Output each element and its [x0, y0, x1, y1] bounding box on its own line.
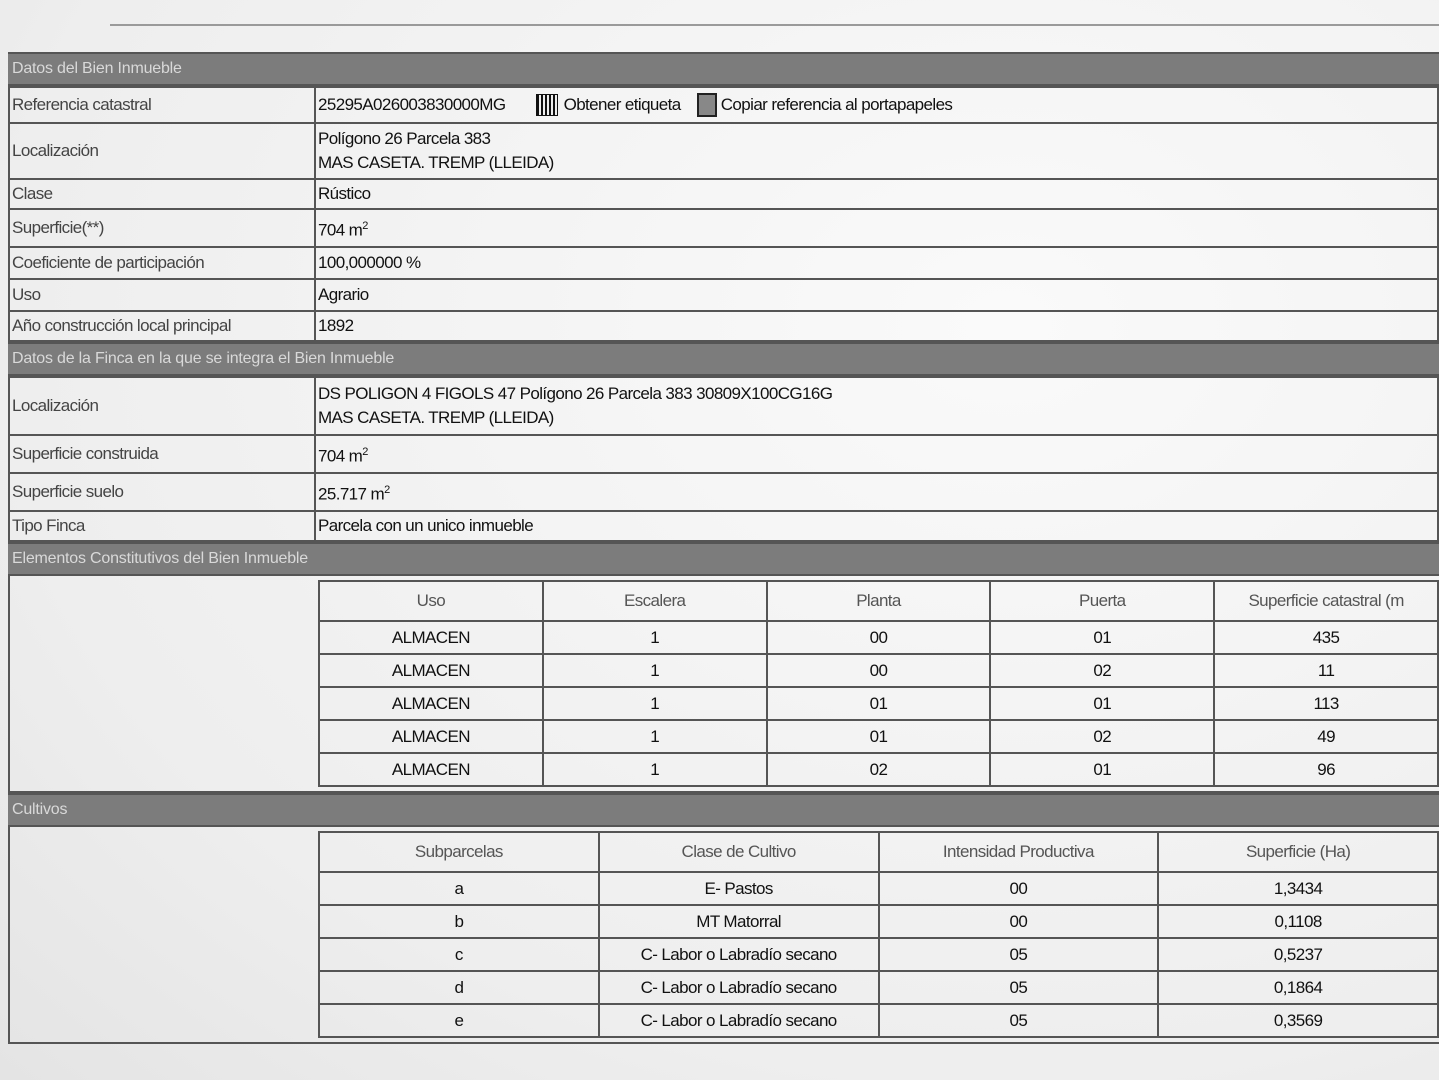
barcode-icon[interactable]: [536, 94, 558, 116]
cell-intensidad: 00: [879, 905, 1159, 938]
superficie-sup: 2: [362, 219, 368, 232]
elementos-wrap: [8, 576, 1439, 793]
cell-superficie: 0,3569: [1158, 1004, 1438, 1037]
value-referencia: [315, 87, 1438, 123]
value-clase: Rústico: [315, 179, 1438, 209]
table-row: [319, 753, 1438, 786]
superficie-suelo-sup: 2: [384, 483, 390, 496]
cell-clase: C- Labor o Labradío secano: [599, 938, 879, 971]
table-row: [319, 872, 1438, 905]
table-row: [319, 654, 1438, 687]
cell-planta: 01: [767, 687, 991, 720]
cell-superficie: 435: [1214, 621, 1438, 654]
cell-puerta: 01: [990, 753, 1214, 786]
value-tipo-finca: Parcela con un unico inmueble: [315, 511, 1438, 541]
table-row: [319, 687, 1438, 720]
cell-subparcela: b: [319, 905, 599, 938]
cell-escalera: 1: [543, 687, 767, 720]
row-clase: [9, 179, 1438, 209]
section-finca-header: Datos de la Finca en la que se integra el Bien Inmueble: [8, 342, 1439, 376]
value-anio: 1892: [315, 311, 1438, 341]
label-localizacion: Localización: [9, 123, 315, 179]
value-superficie-construida: [315, 435, 1438, 473]
cell-subparcela: e: [319, 1004, 599, 1037]
referencia-text: 25295A026003830000MG: [318, 94, 506, 114]
cell-superficie: 113: [1214, 687, 1438, 720]
table-row: [319, 905, 1438, 938]
cell-superficie: 96: [1214, 753, 1438, 786]
cultivos-col-superficie: Superficie (Ha): [1158, 832, 1438, 872]
cell-clase: C- Labor o Labradío secano: [599, 971, 879, 1004]
table-row: [319, 621, 1438, 654]
cell-puerta: 01: [990, 621, 1214, 654]
value-coeficiente: 100,000000 %: [315, 247, 1438, 279]
superficie-suelo-text: 25.717 m: [318, 484, 385, 504]
value-uso: Agrario: [315, 279, 1438, 311]
elementos-header-row: [319, 581, 1438, 621]
row-superficie-suelo: [9, 473, 1438, 511]
catastro-document: [8, 52, 1439, 1044]
cell-planta: 01: [767, 720, 991, 753]
cell-subparcela: c: [319, 938, 599, 971]
label-superficie-construida: Superficie construida: [9, 435, 315, 473]
cultivos-left-blank: [10, 827, 314, 1042]
section-bien-header: Datos del Bien Inmueble: [8, 52, 1439, 86]
cell-escalera: 1: [543, 720, 767, 753]
row-uso: [9, 279, 1438, 311]
cell-clase: MT Matorral: [599, 905, 879, 938]
finca-localizacion-line1: DS POLIGON 4 FIGOLS 47 Polígono 26 Parcela 383 30809X100CG16G: [318, 384, 833, 403]
cell-escalera: 1: [543, 753, 767, 786]
copiar-referencia-link[interactable]: Copiar referencia al portapapeles: [720, 94, 953, 114]
superficie-construida-text: 704 m: [318, 446, 363, 466]
cell-puerta: 02: [990, 654, 1214, 687]
section-cultivos-header: Cultivos: [8, 793, 1439, 827]
finca-localizacion-line2: MAS CASETA. TREMP (LLEIDA): [318, 408, 554, 427]
cell-planta: 02: [767, 753, 991, 786]
elementos-col-planta: Planta: [767, 581, 991, 621]
finca-table: [8, 376, 1439, 542]
cell-clase: C- Labor o Labradío secano: [599, 1004, 879, 1037]
elementos-left-blank: [10, 576, 314, 791]
cell-uso: ALMACEN: [319, 720, 543, 753]
cell-superficie: 11: [1214, 654, 1438, 687]
cell-puerta: 02: [990, 720, 1214, 753]
cell-planta: 00: [767, 654, 991, 687]
value-superficie-suelo: [315, 473, 1438, 511]
cultivos-header-row: [319, 832, 1438, 872]
cell-clase: E- Pastos: [599, 872, 879, 905]
cell-uso: ALMACEN: [319, 753, 543, 786]
cell-subparcela: d: [319, 971, 599, 1004]
cultivos-col-intensidad: Intensidad Productiva: [879, 832, 1159, 872]
elementos-right: [314, 576, 1439, 791]
cell-superficie: 49: [1214, 720, 1438, 753]
localizacion-line1: Polígono 26 Parcela 383: [318, 129, 491, 148]
cell-escalera: 1: [543, 654, 767, 687]
cell-escalera: 1: [543, 621, 767, 654]
cell-superficie: 0,1864: [1158, 971, 1438, 1004]
cell-intensidad: 05: [879, 971, 1159, 1004]
table-row: [319, 720, 1438, 753]
row-localizacion: [9, 123, 1438, 179]
label-finca-localizacion: Localización: [9, 377, 315, 435]
cell-intensidad: 00: [879, 872, 1159, 905]
cell-puerta: 01: [990, 687, 1214, 720]
cultivos-col-subparcelas: Subparcelas: [319, 832, 599, 872]
label-superficie-suelo: Superficie suelo: [9, 473, 315, 511]
label-tipo-finca: Tipo Finca: [9, 511, 315, 541]
label-clase: Clase: [9, 179, 315, 209]
elementos-col-escalera: Escalera: [543, 581, 767, 621]
elementos-table: [318, 580, 1439, 787]
row-superficie-construida: [9, 435, 1438, 473]
cell-uso: ALMACEN: [319, 621, 543, 654]
cell-intensidad: 05: [879, 1004, 1159, 1037]
page-edge-line: [110, 24, 1439, 26]
cell-superficie: 0,1108: [1158, 905, 1438, 938]
cell-superficie: 1,3434: [1158, 872, 1438, 905]
label-uso: Uso: [9, 279, 315, 311]
cultivos-right: [314, 827, 1439, 1042]
superficie-text: 704 m: [318, 220, 363, 240]
row-finca-localizacion: [9, 377, 1438, 435]
row-coeficiente: [9, 247, 1438, 279]
row-referencia: [9, 87, 1438, 123]
value-superficie: [315, 209, 1438, 247]
superficie-construida-sup: 2: [362, 445, 368, 458]
cultivos-table: [318, 831, 1439, 1038]
clipboard-icon[interactable]: [697, 93, 717, 117]
row-anio: [9, 311, 1438, 341]
label-referencia: Referencia catastral: [9, 87, 315, 123]
elementos-col-superficie: Superficie catastral (m: [1214, 581, 1438, 621]
cultivos-wrap: [8, 827, 1439, 1044]
value-finca-localizacion: [315, 377, 1438, 435]
localizacion-line2: MAS CASETA. TREMP (LLEIDA): [318, 153, 554, 172]
cell-planta: 00: [767, 621, 991, 654]
table-row: [319, 1004, 1438, 1037]
label-anio: Año construcción local principal: [9, 311, 315, 341]
row-tipo-finca: [9, 511, 1438, 541]
elementos-col-puerta: Puerta: [990, 581, 1214, 621]
cell-intensidad: 05: [879, 938, 1159, 971]
label-coeficiente: Coeficiente de participación: [9, 247, 315, 279]
cell-superficie: 0,5237: [1158, 938, 1438, 971]
table-row: [319, 971, 1438, 1004]
section-elementos-header: Elementos Constitutivos del Bien Inmueble: [8, 542, 1439, 576]
cell-uso: ALMACEN: [319, 654, 543, 687]
bien-table: [8, 86, 1439, 342]
obtener-etiqueta-link[interactable]: Obtener etiqueta: [563, 94, 681, 114]
elementos-col-uso: Uso: [319, 581, 543, 621]
row-superficie: [9, 209, 1438, 247]
cell-subparcela: a: [319, 872, 599, 905]
cultivos-col-clase: Clase de Cultivo: [599, 832, 879, 872]
table-row: [319, 938, 1438, 971]
label-superficie: Superficie(**): [9, 209, 315, 247]
value-localizacion: [315, 123, 1438, 179]
cell-uso: ALMACEN: [319, 687, 543, 720]
